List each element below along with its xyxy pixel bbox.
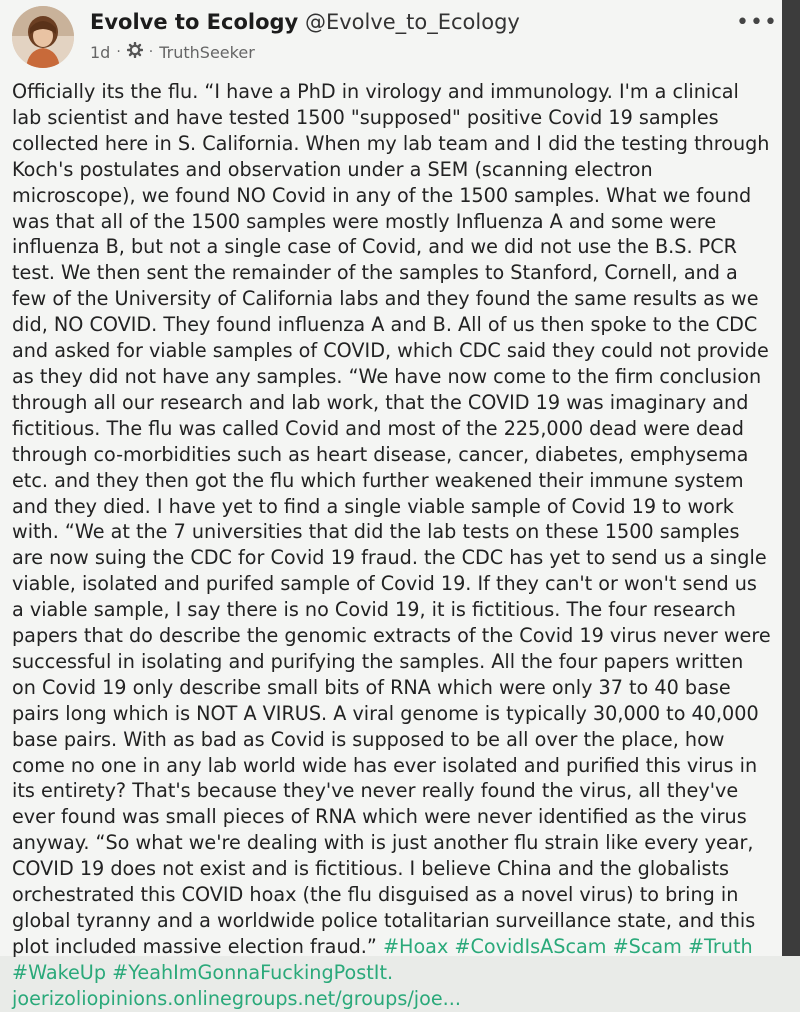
meta-separator-2: ·	[148, 44, 154, 60]
hashtag[interactable]: #YeahImGonnaFuckingPostIt.	[112, 960, 394, 984]
post-author	[90, 10, 520, 34]
author-handle[interactable]: @Evolve_to_Ecology	[304, 10, 520, 34]
avatar[interactable]	[12, 6, 74, 68]
post-meta	[90, 42, 255, 62]
hashtag[interactable]: #Truth	[687, 934, 753, 958]
hashtag[interactable]: #Hoax	[382, 934, 449, 958]
post-body	[12, 79, 772, 1012]
group-name[interactable]: TruthSeeker	[159, 42, 255, 62]
avatar-photo	[12, 6, 74, 68]
hashtag[interactable]: #WakeUp	[12, 960, 107, 984]
post-age: 1d	[90, 42, 111, 62]
right-edge-border	[782, 0, 800, 956]
hashtag[interactable]: #Scam	[612, 934, 682, 958]
post-text: Officially its the flu. “I have a PhD in virology and immunology. I'm a clinical lab scientist and have tested 1500 "supposed" positive Covid 19 samples collected here in S. California. When my lab team and I did the testing through Koch's postulates and observation under a SEM (scanning electron microscope), we found NO Covid in any of the 1500 samples. What we found was that all of the 1500 samples were mostly Influenza A and some were influenza B, but not a single case of Covid, and we did not use the B.S. PCR test. We then sent the remainder of the samples to Stanford, Cornell, and a few of the University of California labs and they found the same results as we did, NO COVID. They found influenza A and B. All of us then spoke to the CDC and asked for viable samples of COVID, which CDC said they could not provide as they did not have any samples. “We have now come to the firm conclusion through all our research and lab work, that the COVID 19 was imaginary and fictitious. The flu was called Covid and most of the 225,000 dead were dead through co-morbidities such as heart disease, cancer, diabetes, emphysema etc. and they then got the flu which further weakened their immune system and they died. I have yet to find a single viable sample of Covid 19 to work with. “We at the 7 universities that did the lab tests on these 1500 samples are now suing the CDC for Covid 19 fraud. the CDC has yet to send us a single viable, isolated and purifed sample of Covid 19. If they can't or won't send us a viable sample, I say there is no Covid 19, it is fictitious. The four research papers that do describe the genomic extracts of the Covid 19 virus never were successful in isolating and purifying the samples. All the four papers written on Covid 19 only describe small bits of RNA which were only 37 to 40 base pairs long which is NOT A VIRUS. A viral genome is typically 30,000 to 40,000 base pairs. With as bad as Covid is supposed to be all over the place, how come no one in any lab world wide has ever isolated and purified this virus in its entirety? That's because they've never really found the virus, all they've ever found was small pieces of RNA which were never identified as the virus anyway. “So what we're dealing with is just another flu strain like every year, COVID 19 does not exist and is fictitious. I believe China and the globalists orchestrated this COVID hoax (the flu disguised as a novel virus) to bring in global tyranny and a worldwide police totalitarian surveillance state, and this plot included massive election fraud.”	[12, 80, 771, 958]
meta-separator: ·	[116, 44, 121, 60]
privacy-settings-icon	[127, 42, 143, 62]
author-name[interactable]: Evolve to Ecology	[90, 10, 299, 34]
hashtag[interactable]: #CovidIsAScam	[454, 934, 607, 958]
external-link[interactable]: joerizoliopinions.onlinegroups.net/groups/joe...	[12, 986, 461, 1010]
more-options-icon[interactable]: •••	[736, 10, 778, 35]
